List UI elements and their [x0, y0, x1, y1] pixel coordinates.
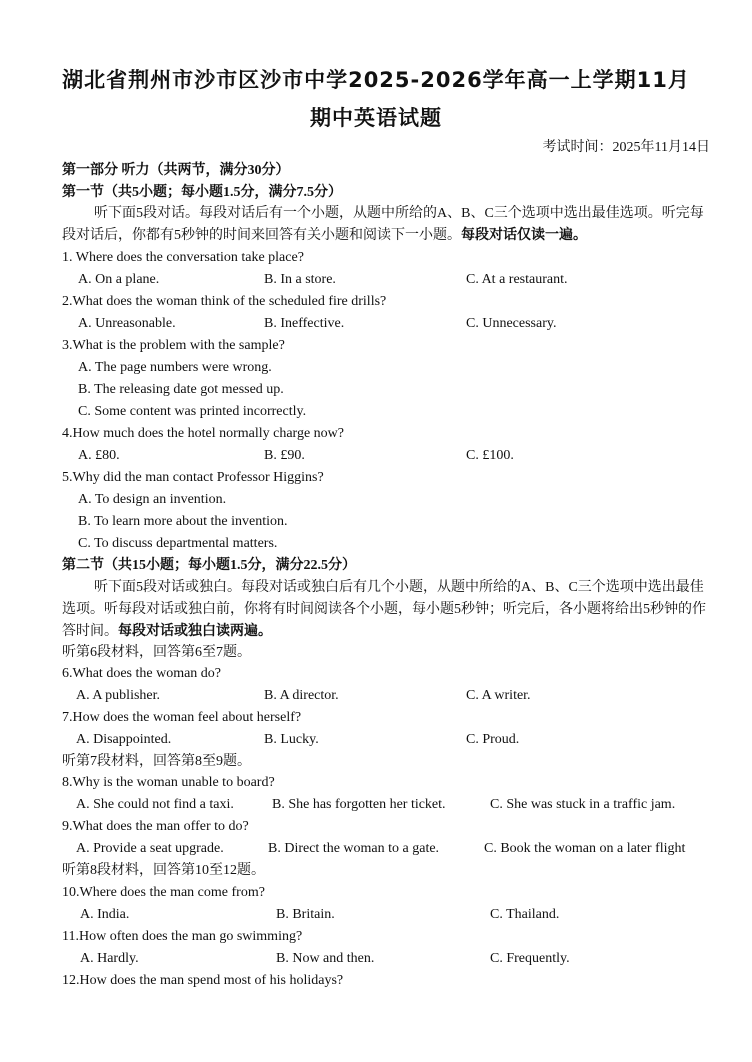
question-2-stem: 2.What does the woman think of the scheduled fire drills?	[62, 294, 387, 309]
exam-title-line2: 期中英语试题	[310, 106, 442, 130]
section1-instructions-bold: 每段对话仅读一遍。	[461, 228, 587, 243]
question-9-option-b: B. Direct the woman to a gate.	[268, 841, 440, 856]
section1-instructions-text: 听下面5段对话。每段对话后有一个小题，从题中所给的A、B、C三个选项中选出最佳选项。听完每段对话后，你都有5秒钟的时间来回答有关小题和阅读下一小题。	[62, 206, 704, 243]
material-7-note: 听第7段材料，回答第8至9题。	[62, 754, 251, 769]
question-8-option-c: C. She was stuck in a traffic jam.	[490, 797, 676, 812]
question-3-option-b: B. The releasing date got messed up.	[78, 382, 284, 397]
question-4-option-a: A. £80.	[78, 448, 120, 463]
material-8-note: 听第8段材料，回答第10至12题。	[62, 863, 265, 878]
question-10-option-c: C. Thailand.	[490, 907, 560, 922]
question-9-option-a: A. Provide a seat upgrade.	[76, 841, 224, 856]
question-6-option-a: A. A publisher.	[76, 688, 161, 703]
question-10-option-a: A. India.	[80, 907, 130, 922]
question-6-option-b: B. A director.	[264, 688, 339, 703]
exam-title-line1: 湖北省荆州市沙市区沙市中学2025-2026学年高一上学期11月	[62, 68, 690, 92]
material-6-note: 听第6段材料，回答第6至7题。	[62, 645, 251, 660]
question-12-stem: 12.How does the man spend most of his holidays?	[62, 973, 344, 988]
question-5-option-b: B. To learn more about the invention.	[78, 514, 288, 529]
section1-instructions	[62, 203, 712, 247]
question-2-option-c: C. Unnecessary.	[466, 316, 557, 331]
question-5-stem: 5.Why did the man contact Professor Higgins?	[62, 470, 324, 485]
question-3-option-a: A. The page numbers were wrong.	[78, 360, 272, 375]
question-7-option-b: B. Lucky.	[264, 732, 319, 747]
exam-time: 考试时间：2025年11月14日	[542, 140, 710, 155]
question-1-option-a: A. On a plane.	[78, 272, 160, 287]
question-4-option-c: C. £100.	[466, 448, 514, 463]
question-1-option-c: C. At a restaurant.	[466, 272, 568, 287]
question-11-option-c: C. Frequently.	[490, 951, 570, 966]
question-4-option-b: B. £90.	[264, 448, 305, 463]
section2-instructions	[62, 577, 712, 643]
question-11-option-a: A. Hardly.	[80, 951, 139, 966]
question-4-stem: 4.How much does the hotel normally charge now?	[62, 426, 345, 441]
question-5-option-c: C. To discuss departmental matters.	[78, 536, 278, 551]
question-1-stem: 1. Where does the conversation take place?	[62, 250, 304, 265]
question-1-option-b: B. In a store.	[264, 272, 336, 287]
question-2-option-b: B. Ineffective.	[264, 316, 345, 331]
part1-heading: 第一部分 听力（共两节，满分30分）	[62, 163, 290, 178]
question-9-option-c: C. Book the woman on a later flight	[484, 841, 686, 856]
question-3-option-c: C. Some content was printed incorrectly.	[78, 404, 307, 419]
question-7-option-c: C. Proud.	[466, 732, 520, 747]
section2-instructions-bold: 每段对话或独白读两遍。	[118, 624, 272, 639]
question-8-option-a: A. She could not find a taxi.	[76, 797, 234, 812]
section1-heading: 第一节（共5小题；每小题1.5分，满分7.5分）	[62, 185, 342, 200]
question-8-option-b: B. She has forgotten her ticket.	[272, 797, 446, 812]
question-2-option-a: A. Unreasonable.	[78, 316, 176, 331]
question-7-stem: 7.How does the woman feel about herself?	[62, 710, 302, 725]
question-6-option-c: C. A writer.	[466, 688, 531, 703]
question-3-stem: 3.What is the problem with the sample?	[62, 338, 285, 353]
question-5-option-a: A. To design an invention.	[78, 492, 227, 507]
question-9-stem: 9.What does the man offer to do?	[62, 819, 249, 834]
question-11-option-b: B. Now and then.	[276, 951, 375, 966]
question-6-stem: 6.What does the woman do?	[62, 666, 222, 681]
question-11-stem: 11.How often does the man go swimming?	[62, 929, 303, 944]
section2-instructions-text: 听下面5段对话或独白。每段对话或独白后有几个小题，从题中所给的A、B、C三个选项中选出最佳选项。听每段对话或独白前，你将有时间阅读各个小题，每小题5秒钟；听完后，各小题将给出5秒钟的作答时间。	[62, 580, 706, 639]
question-7-option-a: A. Disappointed.	[76, 732, 172, 747]
question-8-stem: 8.Why is the woman unable to board?	[62, 775, 275, 790]
section2-heading: 第二节（共15小题；每小题1.5分，满分22.5分）	[62, 558, 356, 573]
question-10-option-b: B. Britain.	[276, 907, 335, 922]
question-10-stem: 10.Where does the man come from?	[62, 885, 265, 900]
